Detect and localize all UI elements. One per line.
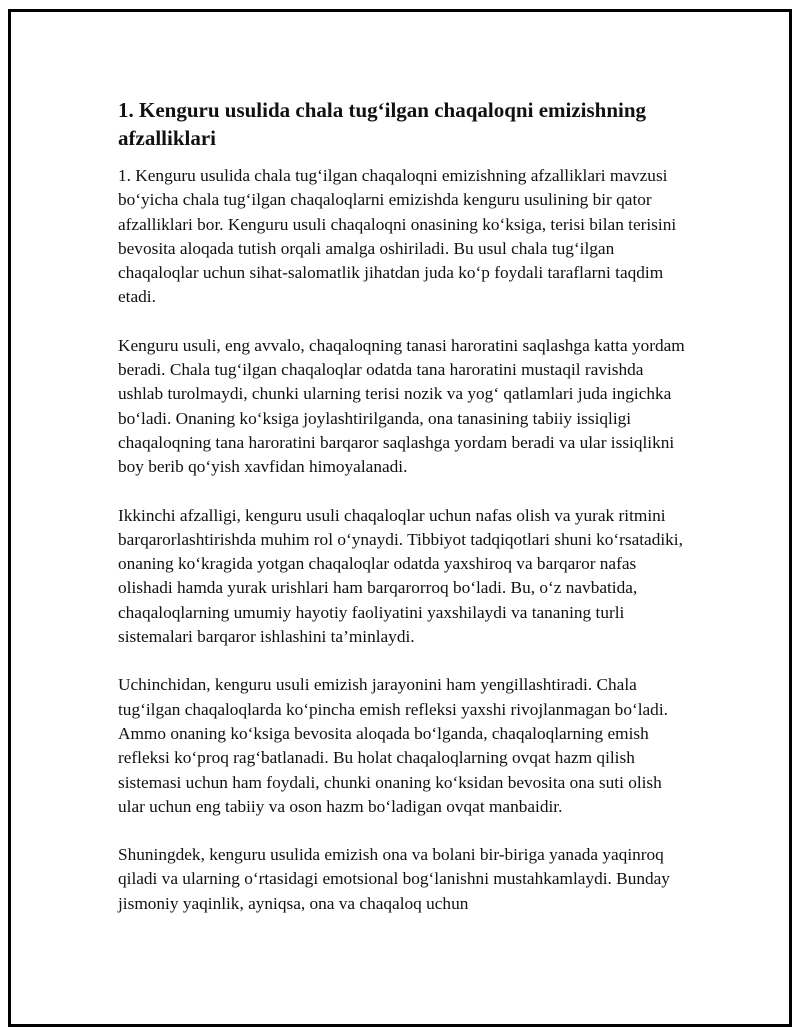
paragraph-2: Kenguru usuli, eng avvalo, chaqaloqning tanasi haroratini saqlashga katta yordam beradi. Chala tug‘ilgan chaqaloqlar odatda tana haroratini mustaqil ravishda ushlab turolmaydi, chunki ularning terisi nozik va yog‘ qatlamlari juda ingichka bo‘ladi. Onaning ko‘ksiga joylashtirilganda, ona tanasining tabiiy issiqligi chaqaloqning tana haroratini barqaror saqlashga yordam beradi va ular issiqlikni boy berib qo‘yish xavfidan himoyalanadi.	[118, 335, 685, 477]
paragraph-1: 1. Kenguru usulida chala tug‘ilgan chaqaloqni emizishning afzalliklari mavzusi bo‘yicha chala tug‘ilgan chaqaloqlarni emizishda kenguru usulining bir qator afzalliklari bor. Kenguru usuli chaqaloqni onasining ko‘ksiga, terisi bilan terisini bevosita aloqada tutish orqali amalga oshiriladi. Bu usul chala tug‘ilgan chaqaloqlar uchun sihat-salomatlik jihatdan juda ko‘p foydali taraflarni taqdim etadi.	[118, 166, 677, 307]
document-title: 1. Kenguru usulida chala tug‘ilgan chaqaloqni emizishning afzalliklari	[118, 98, 647, 150]
paragraph-4: Uchinchidan, kenguru usuli emizish jarayonini ham yengillashtiradi. Chala tug‘ilgan chaqaloqlarda ko‘pincha emish refleksi yaxshi rivojlanmagan bo‘ladi. Ammo onaning ko‘ksiga bevosita aloqada bo‘lganda, chaqaloqlarning emish refleksi ko‘proq rag‘batlanadi. Bu holat chaqaloqlarning ovqat hazm qilish sistemasi uchun ham foydali, chunki onaning ko‘ksidan bevosita ona suti olish ular uchun eng tabiiy va oson hazm bo‘ladigan ovqat manbaidir.	[118, 675, 668, 816]
paragraph-5: Shuningdek, kenguru usulida emizish ona va bolani bir-biriga yanada yaqinroq qiladi va ularning o‘rtasidagi emotsional bog‘lanishni mustahkamlaydi. Bunday jismoniy yaqinlik, ayniqsa, ona va chaqaloq uchun	[118, 845, 670, 913]
document-body	[118, 96, 688, 940]
page-border	[8, 9, 792, 1027]
paragraph-3: Ikkinchi afzalligi, kenguru usuli chaqaloqlar uchun nafas olish va yurak ritmini barqarorlashtirishda muhim rol o‘ynaydi. Tibbiyot tadqiqotlari shuni ko‘rsatadiki, onaning ko‘kragida yotgan chaqaloqlar odatda yaxshiroq va barqaror nafas olishadi hamda yurak urishlari ham barqarorroq bo‘ladi. Bu, o‘z navbatida, chaqaloqlarning umumiy hayotiy faoliyatini yaxshilaydi va tananing turli sistemalari barqaror ishlashini ta’minlaydi.	[118, 505, 683, 647]
